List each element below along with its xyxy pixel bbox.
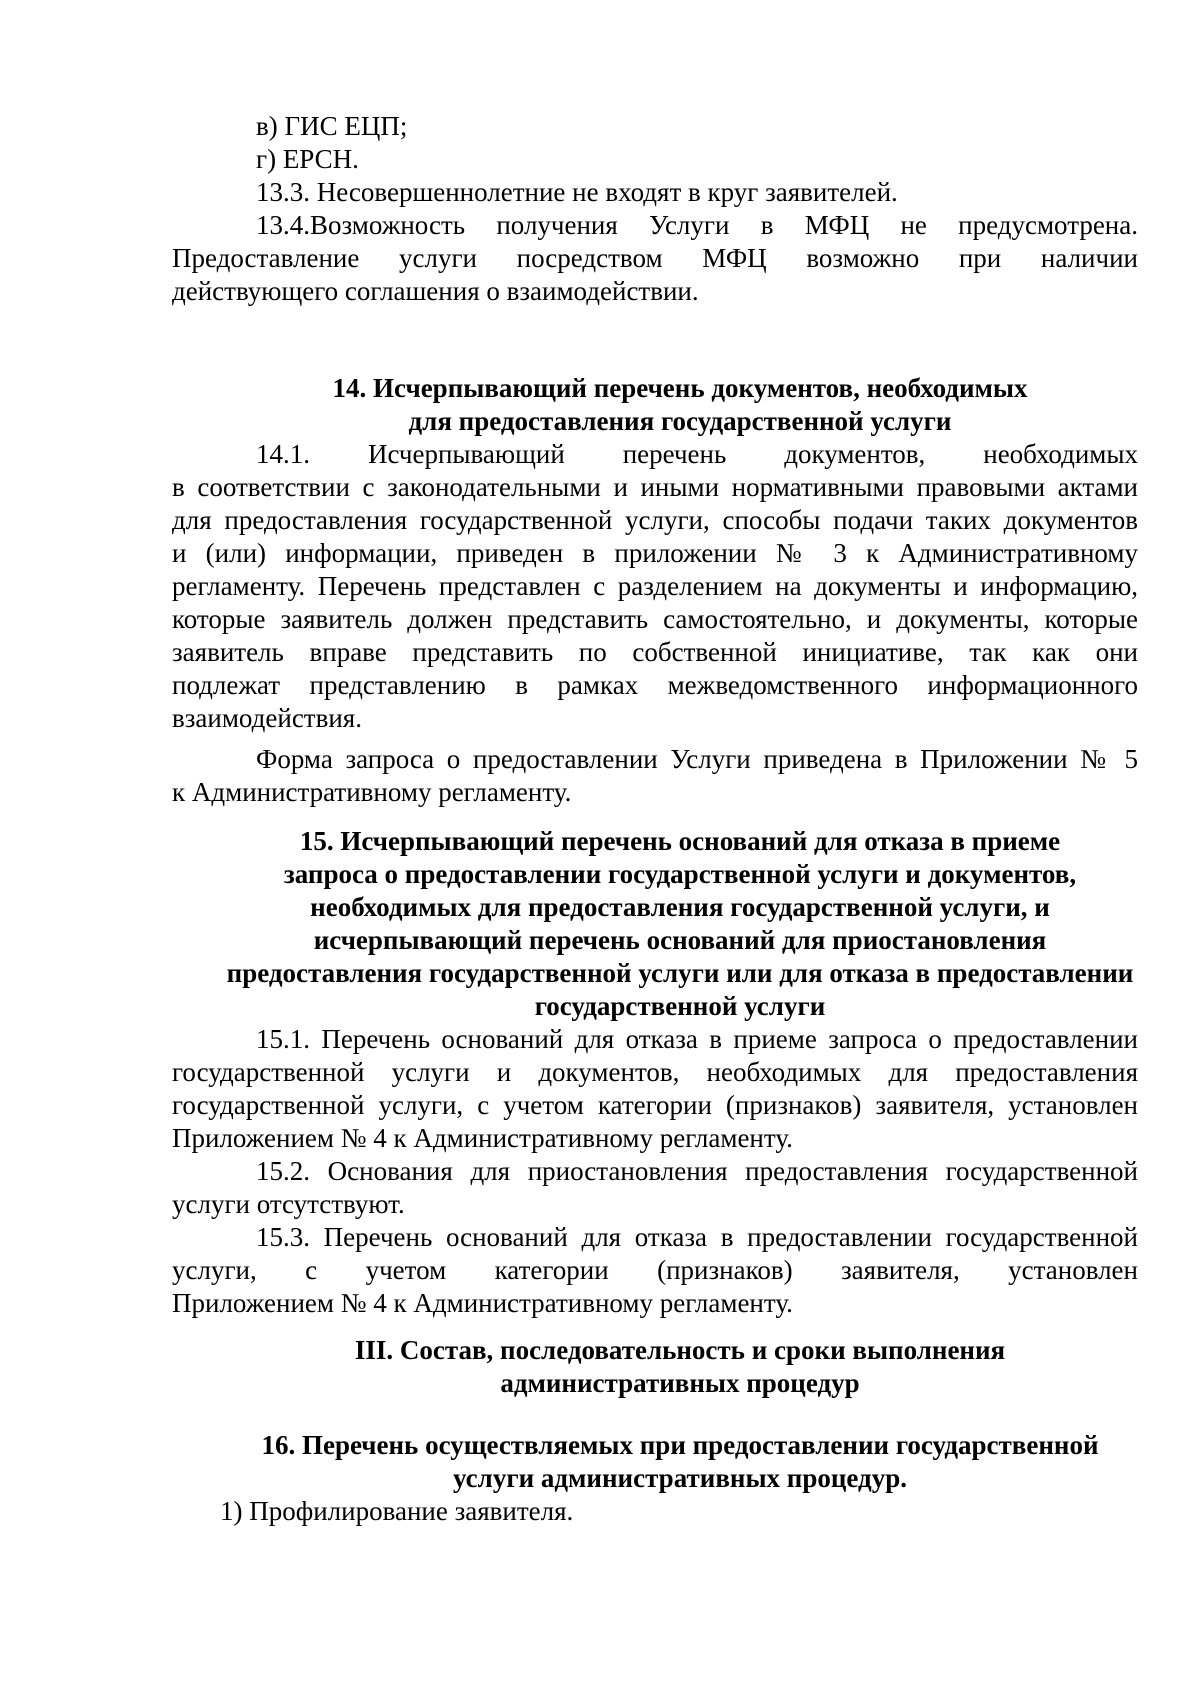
paragraph <box>172 143 1138 176</box>
document-content <box>172 110 1138 1528</box>
text-line: заявитель вправе представить по собственной инициативе, так как они <box>172 637 1138 667</box>
section-heading <box>172 1334 1188 1400</box>
text-line: 13.4.Возможность получения Услуги в МФЦ не предусмотрена. <box>256 210 1138 240</box>
text-line: услуги административных процедур. <box>453 1463 907 1493</box>
text-line: услуги, с учетом категории (признаков) заявителя, установлен <box>172 1255 1138 1285</box>
text-line: регламенту. Перечень представлен с разделением на документы и информацию, <box>172 571 1138 601</box>
text-line: подлежат представлению в рамках межведомственного информационного <box>172 670 1138 700</box>
text-line: 13.3. Несовершеннолетние не входят в круг заявителей. <box>256 177 898 207</box>
paragraph <box>172 1023 1138 1155</box>
text-line: 14.1. Исчерпывающий перечень документов, необходимых <box>256 439 1138 469</box>
text-line: к Административному регламенту. <box>172 777 572 807</box>
text-line: 1) Профилирование заявителя. <box>220 1496 574 1526</box>
paragraph <box>172 1221 1138 1320</box>
section-heading <box>172 372 1188 438</box>
text-line: государственной услуги и документов, необходимых для предоставления <box>172 1057 1138 1087</box>
paragraph <box>172 209 1138 308</box>
paragraph <box>172 1155 1138 1221</box>
text-line: для предоставления государственной услуги, способы подачи таких документов <box>172 505 1138 535</box>
text-line: предоставления государственной услуги или для отказа в предоставлении <box>226 958 1134 988</box>
text-line: действующего соглашения о взаимодействии. <box>172 276 699 306</box>
paragraph <box>172 176 1138 209</box>
text-line: взаимодействия. <box>172 703 362 733</box>
text-line: запроса о предоставлении государственной услуги и документов, <box>283 859 1077 889</box>
section-heading <box>172 825 1188 1023</box>
text-line: которые заявитель должен представить самостоятельно, и документы, которые <box>172 604 1138 634</box>
section-heading <box>172 1429 1188 1495</box>
text-line: необходимых для предоставления государственной услуги, и <box>310 892 1050 922</box>
paragraph <box>172 110 1138 143</box>
text-line: услуги отсутствуют. <box>172 1189 405 1219</box>
text-line: III. Состав, последовательность и сроки выполнения <box>354 1335 1006 1365</box>
text-line: 16. Перечень осуществляемых при предоставлении государственной <box>261 1430 1099 1460</box>
text-line: Предоставление услуги посредством МФЦ возможно при наличии <box>172 243 1138 273</box>
text-line: г) ЕРСН. <box>256 144 359 174</box>
text-line: государственной услуги <box>534 991 826 1021</box>
paragraph <box>172 1495 1138 1528</box>
text-line: 14. Исчерпывающий перечень документов, необходимых <box>332 373 1028 403</box>
text-line: и (или) информации, приведен в приложении № 3 к Административному <box>172 538 1138 568</box>
text-line: Приложением № 4 к Административному регламенту. <box>172 1123 793 1153</box>
paragraph <box>172 438 1138 735</box>
text-line: 15.3. Перечень оснований для отказа в предоставлении государственной <box>256 1222 1138 1252</box>
text-line: Приложением № 4 к Административному регламенту. <box>172 1288 793 1318</box>
text-line: в соответствии с законодательными и иными нормативными правовыми актами <box>172 472 1138 502</box>
text-line: исчерпывающий перечень оснований для приостановления <box>313 925 1047 955</box>
text-line: для предоставления государственной услуги <box>408 406 952 436</box>
text-line: 15.2. Основания для приостановления предоставления государственной <box>256 1156 1138 1186</box>
paragraph <box>172 743 1138 809</box>
text-line: 15. Исчерпывающий перечень оснований для отказа в приеме <box>299 826 1061 856</box>
text-line: 15.1. Перечень оснований для отказа в приеме запроса о предоставлении <box>256 1024 1138 1054</box>
text-line: государственной услуги, с учетом категории (признаков) заявителя, установлен <box>172 1090 1138 1120</box>
text-line: в) ГИС ЕЦП; <box>256 111 408 141</box>
text-line: Форма запроса о предоставлении Услуги приведена в Приложении № 5 <box>256 744 1138 774</box>
text-line: административных процедур <box>500 1368 860 1398</box>
